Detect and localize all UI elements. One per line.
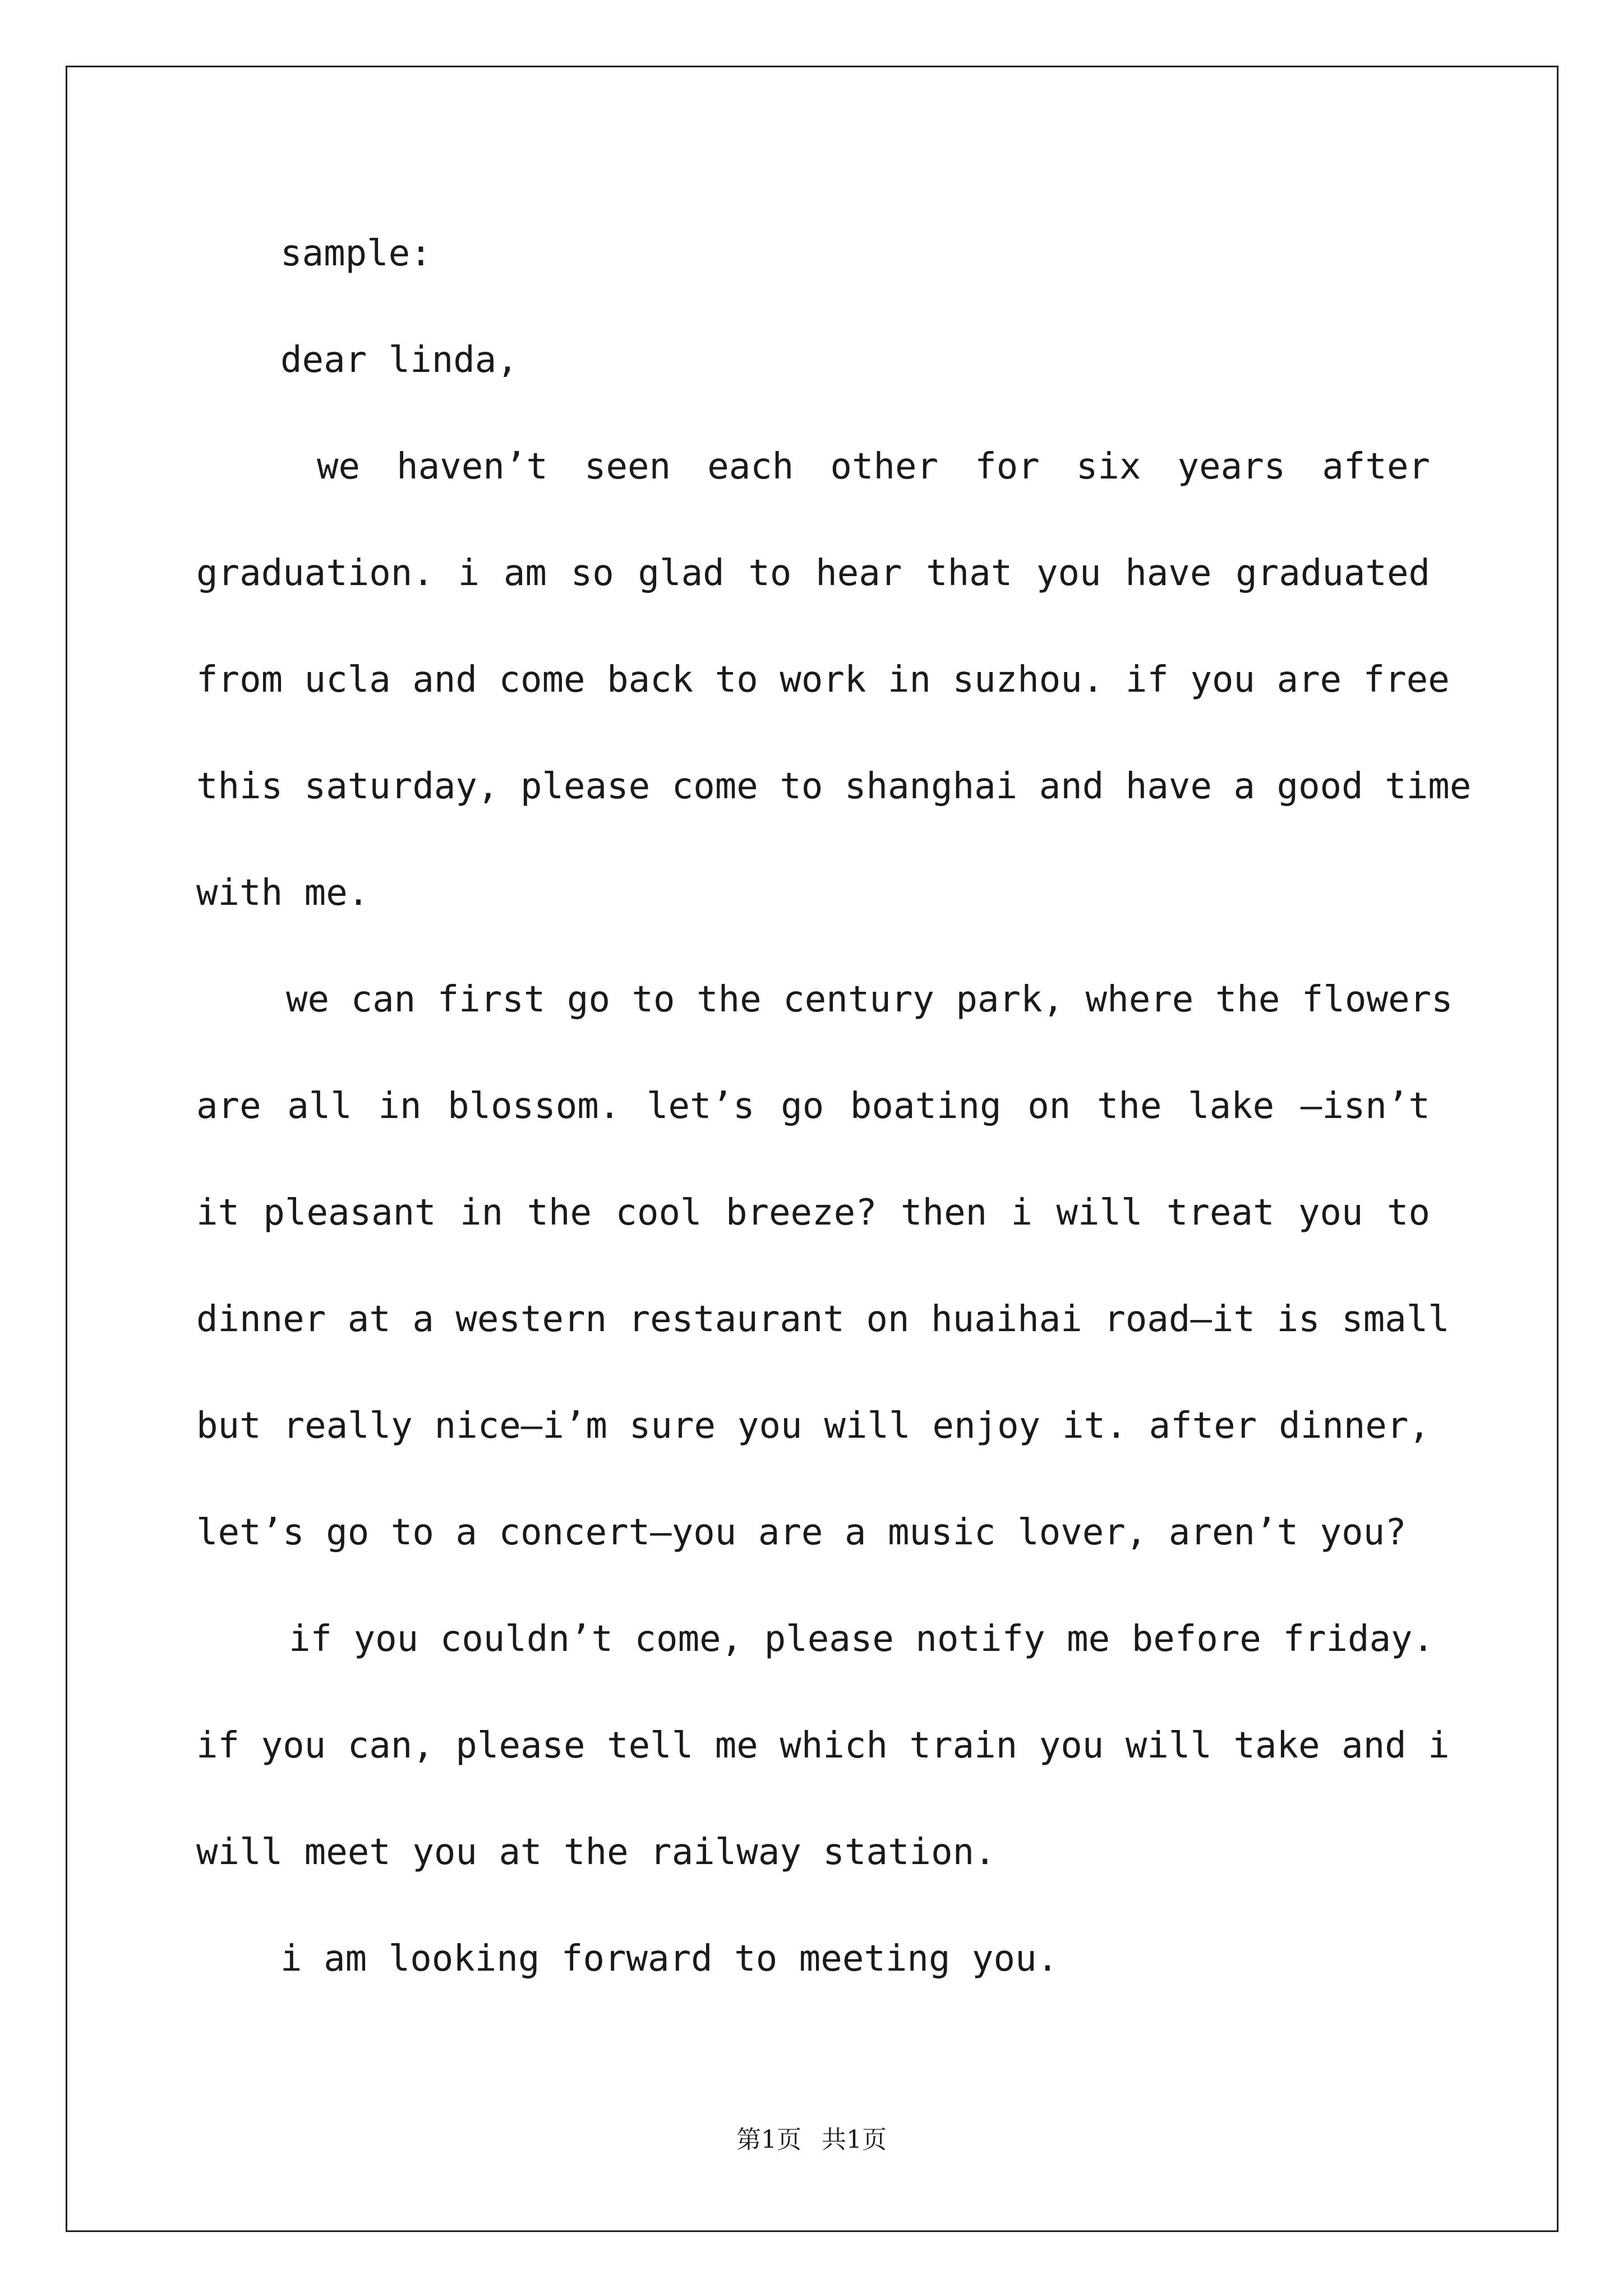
text-line: graduation. i am so glad to hear that you have graduated <box>196 553 1430 594</box>
text-line: from ucla and come back to work in suzhou. if you are free <box>196 659 1450 701</box>
text-line: dear linda, <box>280 339 518 381</box>
text-line: sample: <box>280 233 432 274</box>
text-line: but really nice—i’m sure you will enjoy it. after dinner, <box>196 1405 1430 1447</box>
text-line: if you couldn’t come, please notify me before friday. <box>289 1618 1435 1660</box>
text-line: will meet you at the railway station. <box>196 1832 996 1873</box>
text-line: are all in blossom. let’s go boating on the lake —isn’t <box>196 1085 1430 1127</box>
text-line: let’s go to a concert—you are a music lover, aren’t you? <box>196 1512 1407 1553</box>
text-line: this saturday, please come to shanghai and have a good time <box>196 766 1472 807</box>
page-footer <box>0 2123 1623 2157</box>
text-line: i am looking forward to meeting you. <box>280 1938 1059 1980</box>
text-line: if you can, please tell me which train you will take and i <box>196 1725 1450 1766</box>
text-line: it pleasant in the cool breeze? then i will treat you to <box>196 1192 1430 1234</box>
text-line: we haven’t seen each other for six years after <box>317 446 1430 487</box>
page-number: 第1页 <box>736 2125 801 2154</box>
page-border <box>66 66 1559 2232</box>
text-line: we can first go to the century park, where the flowers <box>286 979 1453 1020</box>
page-total: 共1页 <box>822 2125 887 2154</box>
text-line: with me. <box>196 872 370 914</box>
text-line: dinner at a western restaurant on huaihai road—it is small <box>196 1299 1450 1340</box>
